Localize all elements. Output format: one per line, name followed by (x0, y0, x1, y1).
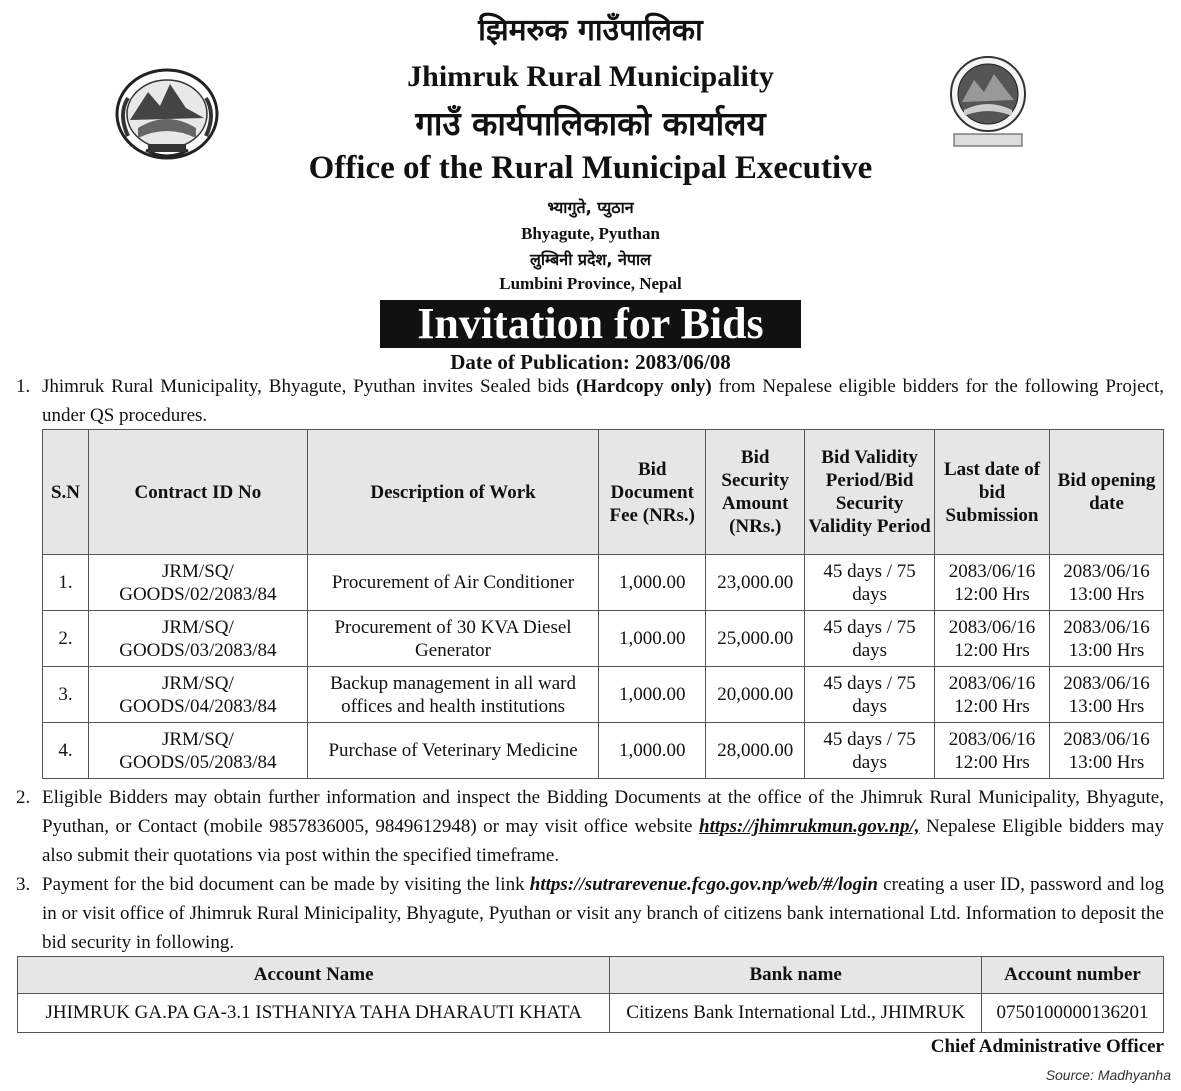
paragraph-2 (16, 783, 1164, 870)
cell-fee: 1,000.00 (599, 611, 706, 667)
signatory: Chief Administrative Officer (930, 1036, 1164, 1057)
address-nepali: भ्यागुते, प्युठान (547, 198, 634, 217)
cell-description: Procurement of 30 KVA Diesel Generator (307, 611, 598, 667)
paragraph-text: Payment for the bid document can be made by visiting the link (42, 874, 530, 895)
account-row (18, 994, 1164, 1033)
paragraph-number: 2. (16, 787, 31, 808)
cell-contract-id: JRM/SQ/ GOODS/03/2083/84 (88, 611, 307, 667)
office-name-nepali: गाउँ कार्यपालिकाको कार्यालय (415, 104, 766, 143)
cell-account-number: 0750100000136201 (982, 994, 1164, 1033)
address: Bhyagute, Pyuthan (521, 224, 660, 243)
header-fee: Bid Document Fee (NRs.) (599, 430, 706, 555)
paragraph-text: Jhimruk Rural Municipality, Bhyagute, Pyuthan invites Sealed bids (42, 376, 577, 397)
cell-fee: 1,000.00 (599, 667, 706, 723)
paragraph-number: 3. (16, 874, 31, 895)
cell-description: Purchase of Veterinary Medicine (307, 723, 598, 779)
cell-validity: 45 days / 75 days (805, 723, 935, 779)
paragraph-text: creating a user ID, password and log in or visit office of Jhimruk Rural Minicipality, Bhyagute, Pyuthan or visit any branch of citizens bank international Ltd. Information to deposit the bid security in following. (42, 874, 1164, 953)
notice-title: Invitation for Bids (380, 300, 801, 348)
cell-last-date: 2083/06/16 12:00 Hrs (935, 723, 1050, 779)
municipality-name: Jhimruk Rural Municipality (407, 60, 774, 93)
header-bank-name: Bank name (610, 957, 982, 994)
cell-opening-date: 2083/06/16 13:00 Hrs (1050, 555, 1164, 611)
cell-security: 28,000.00 (706, 723, 805, 779)
account-table (17, 956, 1164, 1033)
table-row (43, 611, 1164, 667)
paragraph-text: from Nepalese eligible bidders for the following Project, under QS procedures. (42, 376, 1165, 426)
cell-opening-date: 2083/06/16 13:00 Hrs (1050, 723, 1164, 779)
header-opening-date: Bid opening date (1050, 430, 1164, 555)
publication-date: Date of Publication: 2083/06/08 (450, 350, 731, 374)
cell-security: 20,000.00 (706, 667, 805, 723)
cell-security: 23,000.00 (706, 555, 805, 611)
cell-account-name: JHIMRUK GA.PA GA-3.1 ISTHANIYA TAHA DHARAUTI KHATA (18, 994, 610, 1033)
municipality-name-nepali: झिमरुक गाउँपालिका (478, 13, 703, 48)
paragraph-text: Nepalese Eligible bidders may also submit their quotations via post within the specified timeframe. (42, 816, 1164, 866)
cell-security: 25,000.00 (706, 611, 805, 667)
province-nepali: लुम्बिनी प्रदेश, नेपाल (529, 250, 651, 269)
header-sn: S.N (43, 430, 89, 555)
account-header-row (18, 957, 1164, 994)
cell-last-date: 2083/06/16 12:00 Hrs (935, 611, 1050, 667)
cell-opening-date: 2083/06/16 13:00 Hrs (1050, 611, 1164, 667)
paragraph-text: Eligible Bidders may obtain further information and inspect the Bidding Documents at the office of the Jhimruk Rural Municipality, Bhyagute, Pyuthan, or Contact (mobile 9857836005, 9849612948) or may visit office website (42, 787, 1164, 837)
website-link[interactable]: https://jhimrukmun.gov.np/, (699, 816, 920, 837)
cell-bank-name: Citizens Bank International Ltd., JHIMRUK (610, 994, 982, 1033)
cell-last-date: 2083/06/16 12:00 Hrs (935, 555, 1050, 611)
header-contract-id: Contract ID No (88, 430, 307, 555)
table-header-row (43, 430, 1164, 555)
cell-description: Procurement of Air Conditioner (307, 555, 598, 611)
cell-sn: 2. (43, 611, 89, 667)
province: Lumbini Province, Nepal (499, 274, 682, 293)
cell-last-date: 2083/06/16 12:00 Hrs (935, 667, 1050, 723)
hardcopy-note: (Hardcopy only) (576, 376, 712, 397)
paragraph-number: 1. (16, 376, 31, 397)
cell-opening-date: 2083/06/16 13:00 Hrs (1050, 667, 1164, 723)
cell-validity: 45 days / 75 days (805, 667, 935, 723)
paragraph-3 (16, 870, 1164, 957)
table-row (43, 723, 1164, 779)
bids-table (42, 429, 1164, 779)
cell-sn: 1. (43, 555, 89, 611)
cell-validity: 45 days / 75 days (805, 555, 935, 611)
payment-link[interactable]: https://sutrarevenue.fcgo.gov.np/web/#/login (529, 874, 878, 895)
cell-contract-id: JRM/SQ/ GOODS/04/2083/84 (88, 667, 307, 723)
header-security: Bid Security Amount (NRs.) (706, 430, 805, 555)
cell-fee: 1,000.00 (599, 723, 706, 779)
table-row (43, 555, 1164, 611)
office-name: Office of the Rural Municipal Executive (308, 150, 873, 186)
header-last-date: Last date of bid Submission (935, 430, 1050, 555)
source-credit: Source: Madhyanha (1045, 1067, 1171, 1083)
cell-contract-id: JRM/SQ/ GOODS/02/2083/84 (88, 555, 307, 611)
cell-validity: 45 days / 75 days (805, 611, 935, 667)
cell-contract-id: JRM/SQ/ GOODS/05/2083/84 (88, 723, 307, 779)
paragraph-1 (16, 372, 1164, 430)
header-account-number: Account number (982, 957, 1164, 994)
cell-fee: 1,000.00 (599, 555, 706, 611)
header-description: Description of Work (307, 430, 598, 555)
cell-description: Backup management in all ward offices and health institutions (307, 667, 598, 723)
header-validity: Bid Validity Period/Bid Security Validity Period (805, 430, 935, 555)
table-row (43, 667, 1164, 723)
cell-sn: 3. (43, 667, 89, 723)
cell-sn: 4. (43, 723, 89, 779)
header-account-name: Account Name (18, 957, 610, 994)
